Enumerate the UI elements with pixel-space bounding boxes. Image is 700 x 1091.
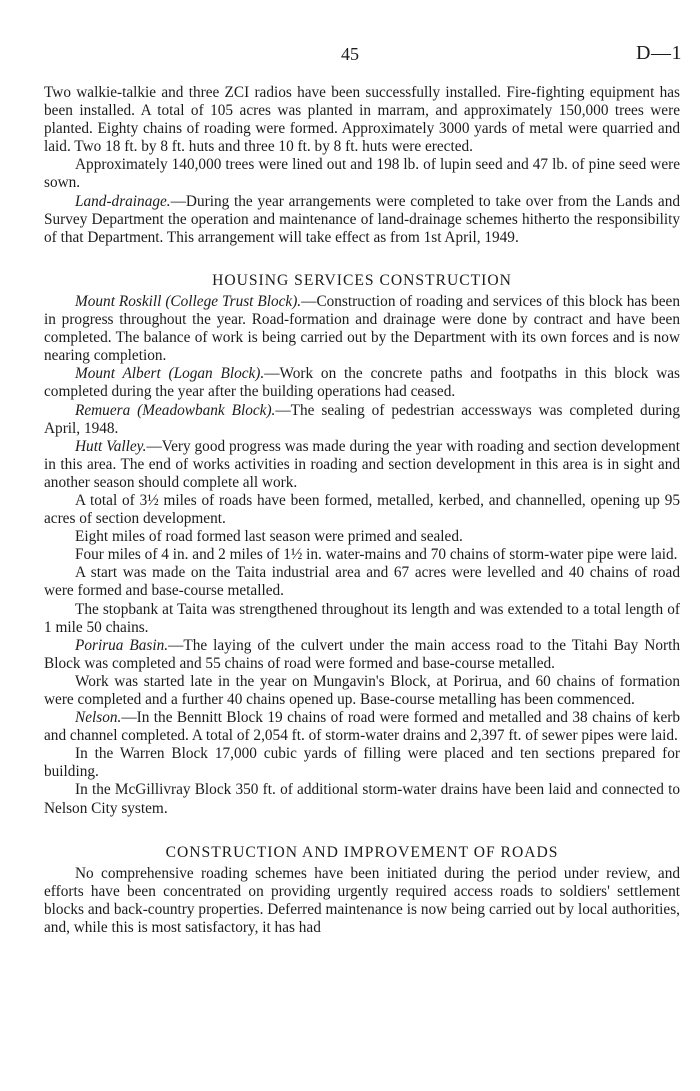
paragraph-text: —Work on the concrete paths and footpaths in this block was completed during the year after the building operations had ceased. xyxy=(44,365,680,401)
paragraph: Four miles of 4 in. and 2 miles of 1½ in. water-mains and 70 chains of storm-water pipe were laid. xyxy=(75,546,678,564)
paragraph xyxy=(44,637,680,673)
paragraph xyxy=(44,365,680,401)
paragraph-text: —The laying of the culvert under the main access road to the Titahi Bay North Block was completed and 55 chains of road were formed and base-course metalled. xyxy=(44,636,680,672)
paragraph-lead: Remuera (Meadowbank Block). xyxy=(75,401,276,419)
paragraph-lead: Mount Roskill (College Trust Block). xyxy=(75,292,302,310)
paragraph-text: —The sealing of pedestrian accessways was completed during April, 1948. xyxy=(44,401,680,437)
paragraph-text: —During the year arrangements were completed to take over from the Lands and Survey Department the operation and maintenance of land-drainage schemes hitherto the responsibility of that Department. This arrangement will take effect as from 1st April, 1949. xyxy=(44,192,680,246)
paragraph: In the McGillivray Block 350 ft. of additional storm-water drains have been laid and connected to Nelson City system. xyxy=(44,781,680,817)
paragraph: No comprehensive roading schemes have been initiated during the period under review, and efforts have been concentrated on providing urgently required access roads to soldiers' settlement blocks and back-country properties. Deferred maintenance is now being carried out by local authorities, and, while this is most satisfactory, it has had xyxy=(44,864,680,937)
section-heading-housing: HOUSING SERVICES CONSTRUCTION xyxy=(212,271,512,289)
page-body xyxy=(44,84,680,937)
paragraph-text: —Construction of roading and services of this block has been in progress throughout the year. Road-formation and drainage were done by contract and have been completed. The balance of work is being carried out by the Department with its own forces and is now nearing completion. xyxy=(44,292,680,365)
document-reference: D—1 xyxy=(636,42,682,64)
paragraph: In the Warren Block 17,000 cubic yards of filling were placed and ten sections prepared for building. xyxy=(44,745,680,781)
paragraph-lead: Porirua Basin. xyxy=(75,636,169,654)
paragraph: A start was made on the Taita industrial area and 67 acres were levelled and 40 chains of road were formed and base-course metalled. xyxy=(44,564,680,600)
paragraph xyxy=(44,402,680,438)
paragraph xyxy=(44,193,680,247)
paragraph-lead: Nelson. xyxy=(75,709,122,727)
section-heading-roads: CONSTRUCTION AND IMPROVEMENT OF ROADS xyxy=(165,843,559,861)
page-number: 45 xyxy=(341,44,359,64)
paragraph-text: —In the Bennitt Block 19 chains of road were formed and metalled and 38 chains of kerb and channel completed. A total of 2,054 ft. of storm-water drains and 2,397 ft. of sewer pipes were laid. xyxy=(44,709,680,745)
paragraph-lead: Land-drainage. xyxy=(75,192,171,210)
paragraph: Work was started late in the year on Mungavin's Block, at Porirua, and 60 chains of formation were completed and a further 40 chains opened up. Base-course metalling has been commenced. xyxy=(44,672,680,708)
paragraph-lead: Hutt Valley. xyxy=(75,437,147,455)
paragraph xyxy=(44,709,680,745)
paragraph xyxy=(44,438,680,492)
paragraph: Two walkie-talkie and three ZCI radios have been successfully installed. Fire-fighting equipment has been installed. A total of 105 acres was planted in marram, and approximately 150,000 trees were planted. Eighty chains of roading were formed. Approximately 3000 yards of metal were quarried and laid. Two 18 ft. by 8 ft. huts and three 10 ft. by 8 ft. huts were erected. xyxy=(44,84,680,156)
paragraph xyxy=(44,293,680,365)
paragraph: Approximately 140,000 trees were lined out and 198 lb. of lupin seed and 47 lb. of pine seed were sown. xyxy=(44,156,680,192)
paragraph: The stopbank at Taita was strengthened throughout its length and was extended to a total length of 1 mile 50 chains. xyxy=(44,600,680,636)
paragraph-text: —Very good progress was made during the year with roading and section development in this area. The end of works activities in roading and section development in this area is in sight and another season should complete all work. xyxy=(44,437,681,491)
paragraph-lead: Mount Albert (Logan Block). xyxy=(75,365,265,383)
paragraph: A total of 3½ miles of roads have been formed, metalled, kerbed, and channelled, opening up 95 acres of section development. xyxy=(44,491,680,528)
paragraph: Eight miles of road formed last season were primed and sealed. xyxy=(75,528,463,546)
